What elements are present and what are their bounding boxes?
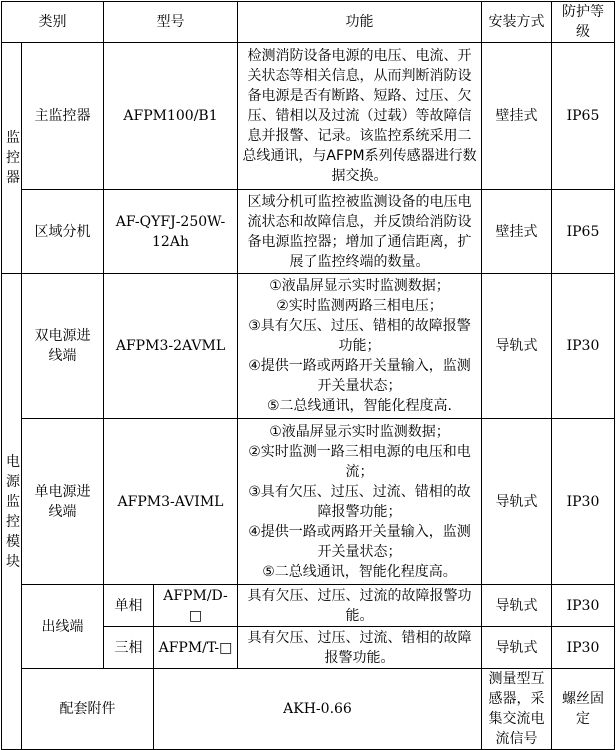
category-char: 电 [6, 453, 20, 470]
category-char: 器 [6, 170, 20, 186]
category-char: 控 [6, 150, 20, 166]
subcategory-line: 单电源进 [34, 483, 91, 500]
subcategory-dual-inlet [22, 274, 104, 419]
header-install: 安装方式 [482, 2, 552, 43]
subcategory-outlet: 出线端 [22, 585, 104, 669]
category-char: 源 [6, 473, 20, 490]
phase-three: 三相 [104, 627, 154, 669]
function-line: ②实时监测一路三相电源的电压和电流； [248, 443, 471, 480]
install-cell: 导轨式 [482, 585, 552, 627]
install-cell: 导轨式 [482, 419, 552, 585]
subcategory-regional: 区域分机 [22, 190, 104, 274]
header-protection: 防护等级 [552, 2, 615, 43]
function-cell: 具有欠压、过压、过流、错相的故障报警功能。 [238, 627, 482, 669]
protection-cell: IP30 [552, 419, 615, 585]
function-line: ③具有欠压、过压、错相的故障报警功能； [248, 318, 471, 354]
category-char: 监 [6, 493, 20, 510]
function-line: ①液晶屏显示实时监测数据； [269, 423, 450, 440]
table-row [2, 274, 615, 419]
protection-cell: IP65 [552, 190, 615, 274]
install-cell: 壁挂式 [482, 43, 552, 190]
model-cell: AF-QYFJ-250W-12Ah [104, 190, 238, 274]
subcategory-main-monitor: 主监控器 [22, 43, 104, 190]
function-cell [238, 274, 482, 419]
model-cell: AKH-0.66 [154, 669, 482, 750]
category-module [2, 274, 22, 750]
function-line: ⑤二总线通讯，智能化程度高。 [262, 563, 457, 580]
subcategory-accessory: 配套附件 [22, 669, 154, 750]
model-cell: AFPM3-AVIML [104, 419, 238, 585]
function-cell: 测量型互感器，采集交流电流信号 [482, 669, 552, 750]
model-cell: AFPM/T-□ [154, 627, 238, 669]
protection-cell: IP30 [552, 585, 615, 627]
table-row [2, 190, 615, 274]
function-line: ③具有欠压、过压、过流、错相的故障报警功能； [248, 483, 471, 520]
subcategory-line: 双电源进 [34, 328, 91, 344]
subcategory-single-inlet [22, 419, 104, 585]
table-row [2, 419, 615, 585]
subcategory-line: 线端 [48, 503, 77, 520]
protection-cell: IP30 [552, 274, 615, 419]
category-char: 块 [6, 553, 20, 570]
function-line: ②实时监测两路三相电压； [276, 298, 443, 314]
protection-cell: IP30 [552, 627, 615, 669]
table-row [2, 669, 615, 750]
function-line: ④提供一路或两路开关量输入，监测开关量状态； [248, 523, 471, 560]
function-cell: 具有欠压、过压、过流的故障报警功能。 [238, 585, 482, 627]
function-line: ⑤二总线通讯，智能化程度高. [266, 398, 452, 414]
function-line: ④提供一路或两路开关量输入，监测开关量状态； [248, 358, 471, 394]
product-spec-table [1, 1, 615, 750]
category-monitor [2, 43, 22, 274]
table-row [2, 43, 615, 190]
header-function: 功能 [238, 2, 482, 43]
model-cell: AFPM100/B1 [104, 43, 238, 190]
model-cell: AFPM3-2AVML [104, 274, 238, 419]
install-cell: 壁挂式 [482, 190, 552, 274]
function-cell [238, 419, 482, 585]
model-cell: AFPM/D-□ [154, 585, 238, 627]
header-row [2, 2, 615, 43]
function-cell: 检测消防设备电源的电压、电流、开关状态等相关信息，从而判断消防设备电源是否有断路、短路、过压、欠压、错相以及过流（过载）等故障信息并报警、记录。该监控系统采用二总线通讯，与AFPM系列传感器进行数据交换。 [238, 43, 482, 190]
function-line: ①液晶屏显示实时监测数据； [269, 278, 450, 294]
function-cell: 区域分机可监控被监测设备的电压电流状态和故障信息，并反馈给消防设备电源监控器；增加了通信距离，扩展了监控终端的数量。 [238, 190, 482, 274]
header-category: 类别 [2, 2, 104, 43]
category-char: 监 [6, 130, 20, 146]
header-model: 型号 [104, 2, 238, 43]
table-row [2, 585, 615, 627]
subcategory-line: 线端 [48, 348, 77, 364]
category-char: 模 [6, 533, 20, 550]
install-cell: 螺丝固定 [552, 669, 615, 750]
install-cell: 导轨式 [482, 627, 552, 669]
protection-cell: IP65 [552, 43, 615, 190]
phase-single: 单相 [104, 585, 154, 627]
install-cell: 导轨式 [482, 274, 552, 419]
category-char: 控 [6, 513, 20, 530]
